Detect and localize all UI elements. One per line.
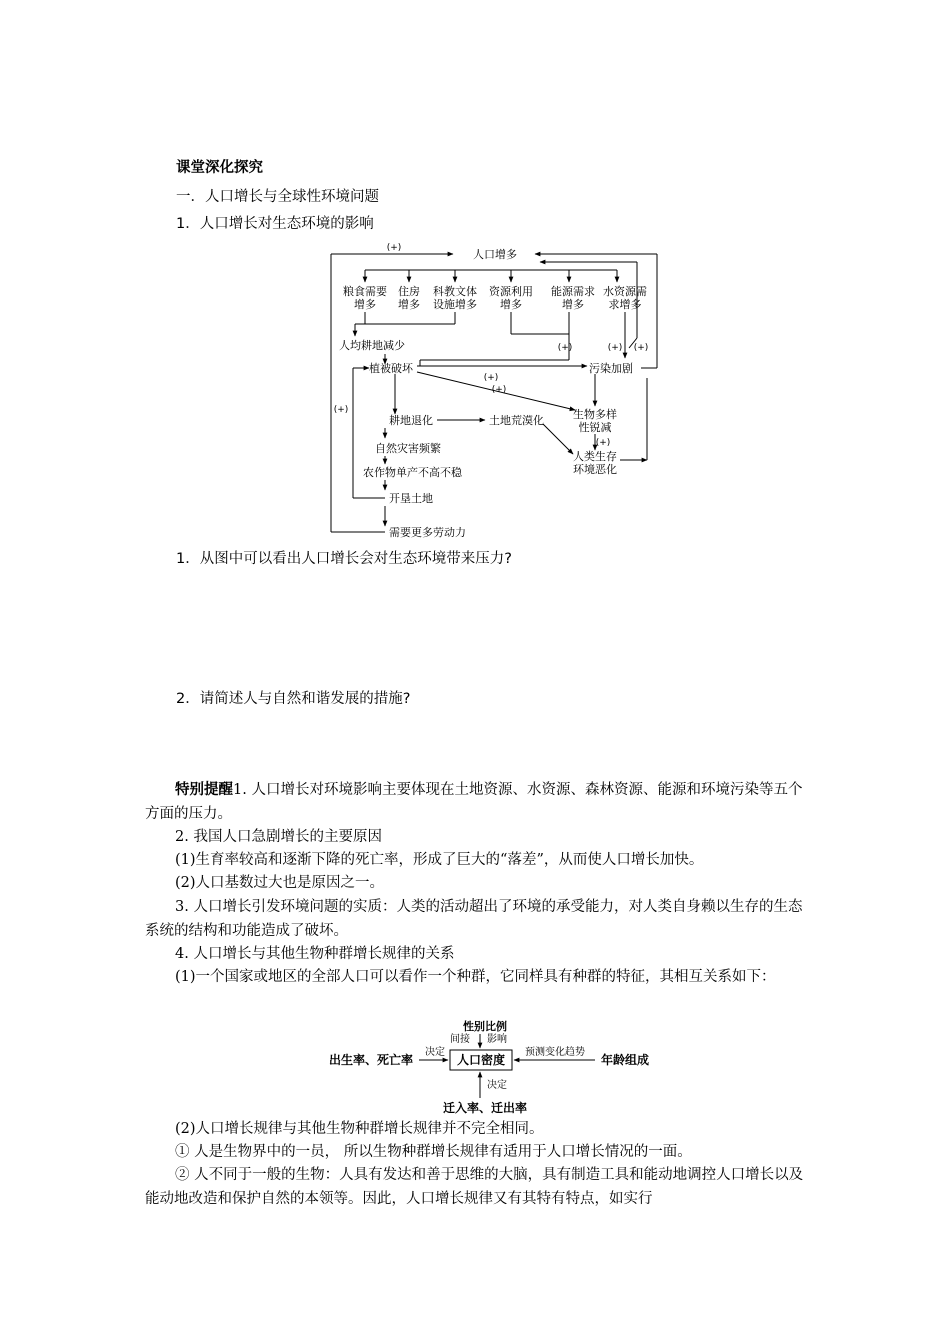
closing-paragraph-1: (2)人口增长规律与其他生物种群增长规律并不完全相同。 [175,1121,544,1137]
plus-label: (+) [633,343,649,353]
node-pollution: 污染加剧 [589,362,633,375]
arrow-desert-to-env [543,424,573,454]
plus-label: (+) [483,373,499,383]
top-edge-right: 影响 [487,1034,507,1045]
node-labor: 需要更多劳动力 [389,526,466,539]
node-biodiversity-1: 生物多样 [573,408,617,421]
node-biodiversity-2: 性锐减 [578,421,612,434]
node-degradation: 耕地退化 [389,414,433,427]
node-env-1: 人类生存 [573,450,617,463]
plus-label: (+) [386,243,402,253]
question-1: 1．从图中可以看出人口增长会对生态环境带来压力? [176,551,512,567]
left-label: 出生率、死亡率 [329,1053,414,1067]
node-population-growth: 人口增多 [473,248,517,261]
reminder-paragraph-6: 4. 人口增长与其他生物种群增长规律的关系 [175,946,455,962]
reminder-paragraph-3: (1)生育率较高和逐渐下降的死亡率，形成了巨大的“落差”，从而使人口增长加快。 [175,852,704,868]
node-env-2: 环境恶化 [573,463,617,476]
subsection-title: 一．人口增长与全球性环境问题 [176,189,379,205]
reminder-paragraph-7: (1)一个国家或地区的全部人口可以看作一个种群，它同样具有种群的特征，其相互关系如下： [175,969,776,985]
population-impact-diagram [325,238,665,543]
left-edge-label: 决定 [425,1047,445,1058]
node-energy-2: 增多 [562,298,584,311]
top-label: 性别比例 [463,1020,507,1033]
right-label: 年龄组成 [601,1053,650,1067]
top-edge-left: 间接 [450,1034,470,1045]
plus-label: (+) [333,405,349,415]
node-disasters: 自然灾害频繁 [375,442,441,455]
plus-label: (+) [607,343,623,353]
node-reclaim: 开垦土地 [389,492,433,505]
plus-label: (+) [491,385,507,395]
bottom-edge-label: 决定 [487,1080,507,1091]
node-energy-1: 能源需求 [551,285,595,298]
population-density-diagram [325,1020,670,1116]
reminder-paragraph-4: (2)人口基数过大也是原因之一。 [175,875,385,891]
node-crops: 农作物单产不高不稳 [363,466,462,479]
node-desertification: 土地荒漠化 [489,414,544,427]
bottom-label: 迁入率、迁出率 [442,1101,528,1115]
node-grain-1: 粮食需要 [343,285,387,298]
item-title: 1．人口增长对生态环境的影响 [176,216,374,232]
reminder-text-1: 1. 人口增长对环境影响主要体现在土地资源、水资源、森林资源、能源和环境污染等五个方面的压力。 [145,782,803,822]
node-housing-2: 增多 [398,298,420,311]
node-resource-2: 增多 [500,298,522,311]
node-farmland-reduce: 人均耕地减少 [339,339,405,352]
node-water-2: 求增多 [608,298,642,311]
node-facilities-2: 设施增多 [433,298,477,311]
node-housing-1: 住房 [398,285,420,298]
section-title: 课堂深化探究 [176,160,263,176]
reminder-paragraph-2: 2. 我国人口急剧增长的主要原因 [175,829,382,845]
reminder-paragraph-5: 3. 人口增长引发环境问题的实质：人类的活动超出了环境的承受能力，对人类自身赖以生存的生态系统的结构和功能造成了破坏。 [145,899,803,939]
node-facilities-1: 科教文体 [433,285,477,298]
node-vegetation: 植被破坏 [369,362,413,375]
question-2: 2．请简述人与自然和谐发展的措施? [176,691,411,707]
node-water-1: 水资源需 [603,285,647,298]
reminder-paragraph-1 [145,779,810,826]
center-label: 人口密度 [456,1053,506,1067]
right-edge-label: 预测变化趋势 [525,1047,585,1058]
reminder-label: 特别提醒 [175,782,233,798]
plus-label: (+) [557,343,573,353]
closing-paragraph-2: ① 人是生物界中的一员， 所以生物种群增长规律有适用于人口增长情况的一面。 [175,1144,692,1160]
node-resource-1: 资源利用 [489,285,533,298]
closing-paragraph-3: ② 人不同于一般的生物：人具有发达和善于思维的大脑，具有制造工具和能动地调控人口增长以及能动地改造和保护自然的本领等。因此，人口增长规律又有其特有特点，如实行 [145,1167,804,1207]
plus-label: (+) [595,438,611,448]
node-grain-2: 增多 [354,298,376,311]
